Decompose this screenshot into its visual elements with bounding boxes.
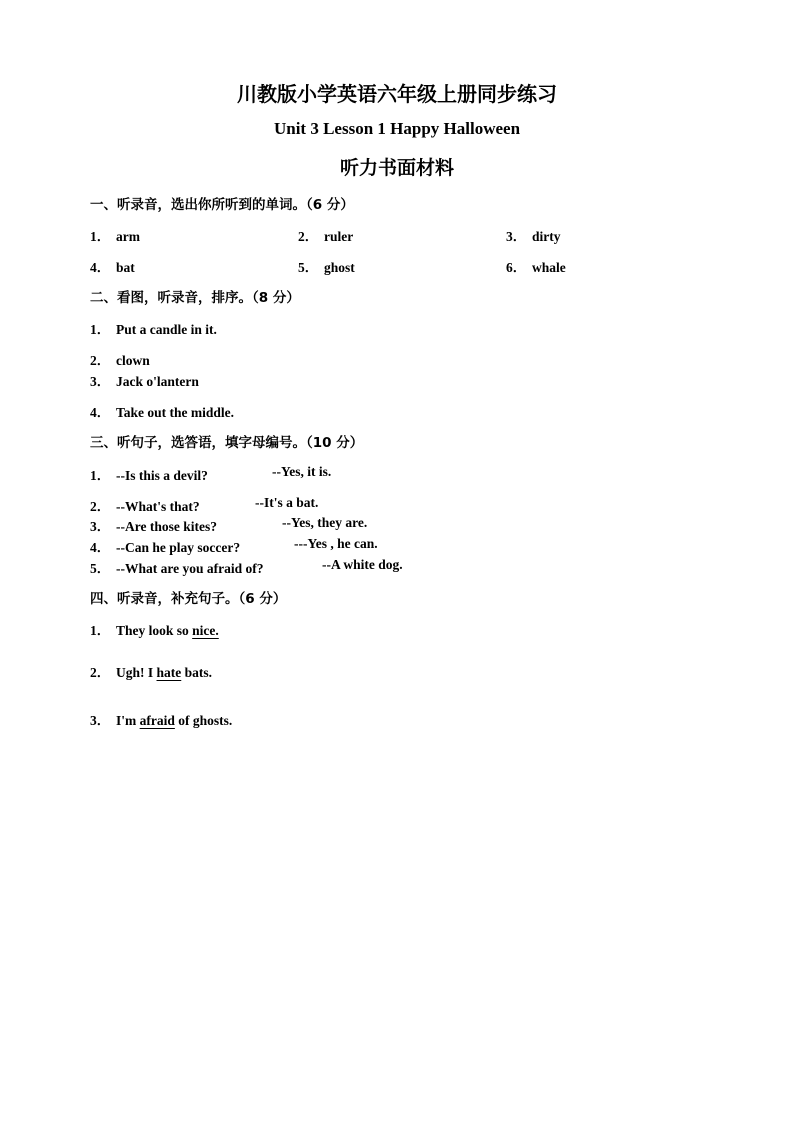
dialogue-row: 5． --What are you afraid of? (90, 561, 264, 576)
question-text: --Can he play soccer? (116, 540, 241, 555)
list-item: 3． Jack o'lantern (90, 374, 199, 389)
list-item: 1． arm (90, 229, 140, 244)
list-item: 2． ruler (298, 229, 354, 244)
dialogue-row: 2． --What's that? (90, 499, 200, 514)
list-item: 6． whale (506, 260, 566, 275)
section-1-heading: 一、听录音，选出你所听到的单词。（6 分） (90, 197, 354, 213)
list-item: 2． clown (90, 353, 150, 368)
question-text: --What are you afraid of? (116, 561, 264, 576)
answer-text: ---Yes , he can. (294, 536, 378, 551)
answer-text: --Yes, they are. (282, 515, 368, 530)
lesson-title: Unit 3 Lesson 1 Happy Halloween (273, 119, 521, 138)
fill-in-sentence: 3． I'm afraid of ghosts. (90, 713, 233, 728)
dialogue-row: 1． --Is this a devil? (90, 468, 208, 483)
list-item: 1． Put a candle in it. (90, 322, 217, 337)
document-title: 川教版小学英语六年级上册同步练习 (237, 82, 557, 106)
fill-in-sentence: 1． They look so nice. (90, 623, 219, 638)
question-text: --Is this a devil? (116, 468, 208, 483)
filled-answer: hate (156, 665, 182, 680)
filled-answer: afraid (139, 713, 175, 728)
list-item: 4． bat (90, 260, 135, 275)
section-2-heading: 二、看图，听录音，排序。（8 分） (90, 290, 300, 306)
answer-text: --Yes, it is. (272, 464, 332, 479)
filled-answer: nice. (192, 623, 219, 638)
answer-text: --It's a bat. (255, 495, 319, 510)
dialogue-row: 4． --Can he play soccer? (90, 540, 241, 555)
answer-text: --A white dog. (322, 557, 403, 572)
list-item: 3． dirty (506, 229, 561, 244)
section-4-heading: 四、听录音，补充句子。（6 分） (90, 591, 287, 607)
question-text: --Are those kites? (116, 519, 217, 534)
material-title: 听力书面材料 (339, 157, 454, 179)
question-text: --What's that? (116, 499, 200, 514)
dialogue-row: 3． --Are those kites? (90, 519, 217, 534)
fill-in-sentence: 2． Ugh! I hate bats. (90, 665, 213, 680)
list-item: 5． ghost (298, 260, 355, 275)
section-3-heading: 三、听句子，选答语，填字母编号。（10 分） (90, 435, 364, 451)
list-item: 4． Take out the middle. (90, 405, 235, 420)
